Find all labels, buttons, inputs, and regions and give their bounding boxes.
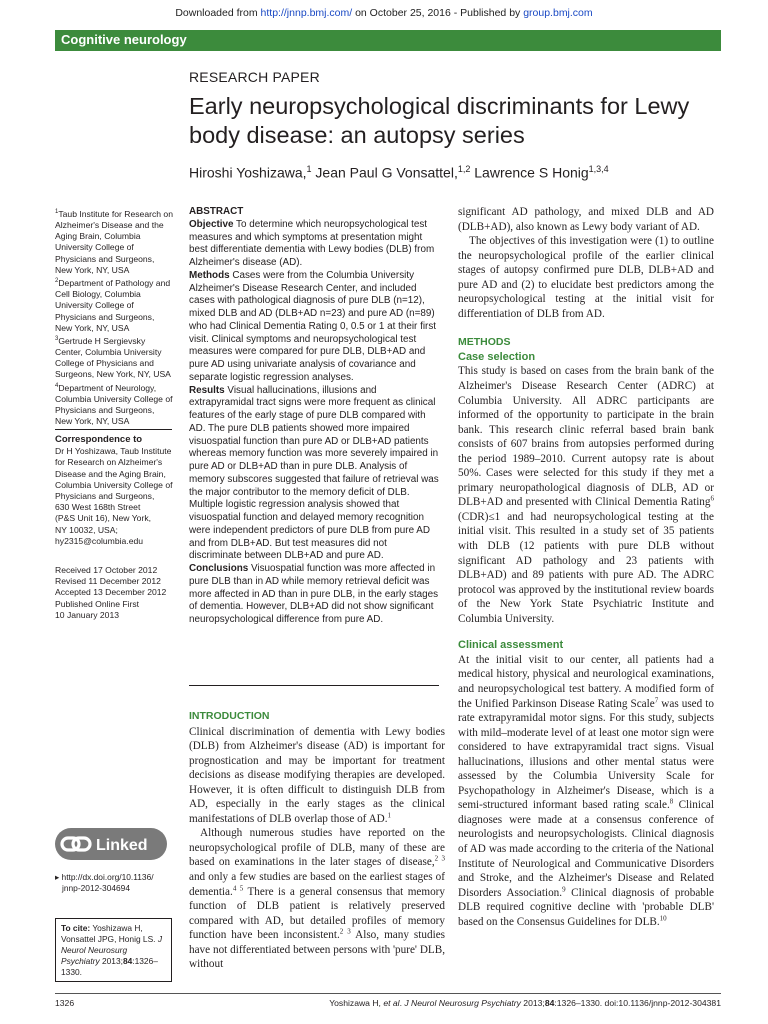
methods-heading: METHODS — [458, 336, 511, 349]
body-text: Clinical diagnosis of probable DLB required cognitive decline with 'probable DLB' based on the Consensus Guidelines for DLB. — [458, 886, 714, 928]
section-bar — [55, 30, 721, 51]
footer-pages-doi: :1326–1330. doi:10.1136/jnnp-2012-304381 — [554, 998, 721, 1008]
citation-ref[interactable]: 2 3 — [339, 927, 351, 936]
footer-year: 2013; — [520, 998, 545, 1008]
body-text: was used to rate extrapyramidal motor signs. For this study, subjects with mild–moderate level of at least one motor sign were considered to have extrapyramidal tract signs. Visual hallucinations, illusions and other mental status were assessed by the Columbia University Scale for Psychopathology in Alzheimer's Disease, which is a semi-structured informant based rating scale. — [458, 697, 714, 812]
affiliations — [55, 207, 173, 427]
affiliation — [55, 381, 173, 428]
citation-ref[interactable]: 2 3 — [434, 854, 445, 863]
author-name: Jean Paul G Vonsattel, — [311, 164, 458, 181]
correspondence-heading: Correspondence to — [55, 434, 143, 445]
abstract-results — [189, 385, 439, 564]
affiliation-text: Taub Institute for Research on Alzheimer's Disease and the Aging Brain, Columbia University College of Physicians and Surgeons, New York, NY, USA — [55, 208, 173, 275]
linked-text: Linked — [96, 837, 148, 854]
methods-label: Methods — [189, 269, 230, 281]
correspondence-line: Physicians and Surgeons, — [55, 491, 155, 502]
results-label: Results — [189, 384, 225, 396]
author-name: Hiroshi Yoshizawa, — [189, 164, 307, 181]
doi-line[interactable]: ▸ http://dx.doi.org/10.1136/ — [55, 872, 154, 882]
introduction — [189, 709, 445, 972]
abstract-objective — [189, 219, 439, 270]
body-paragraph: significant AD pathology, and mixed DLB and AD (DLB+AD), also known as Lewy body variant of AD. — [458, 206, 714, 233]
download-banner — [0, 7, 768, 19]
correspondence-line: Dr H Yoshizawa, Taub Institute — [55, 446, 172, 457]
body-paragraph: The objectives of this investigation were (1) to outline the neuropsychological profile of the earlier clinical stages of autopsy confirmed pure DLB, DLB+AD and pure AD and (2) to elucidate best predictors among the neuropsychological testing at the initial visit for differentiation of DLB from AD. — [458, 235, 714, 320]
citation-ref[interactable]: 1 — [387, 811, 392, 820]
abstract-methods — [189, 270, 439, 385]
cite-pages: :1326–1330. — [61, 955, 158, 977]
author-name: Lawrence S Honig — [470, 164, 589, 181]
intro-paragraph — [189, 826, 445, 971]
citation-ref[interactable]: 7 — [654, 695, 659, 704]
footer-divider — [55, 993, 721, 994]
affiliation — [55, 334, 173, 381]
cite-authors: Yoshizawa H, Vonsattel JPG, Honig LS. — [61, 923, 158, 944]
clinical-assessment-heading: Clinical assessment — [458, 639, 564, 652]
body-text: This study is based on cases from the brain bank of the Alzheimer's Disease Research Center (ADRC) at Columbia University. All ADRC participants are informed of the opportunity to participate in the brain bank. This research clinic referral based brain bank consists of 607 brains from autopsies performed during the period 1989–2010. Current autopsy rate is about 50%. Cases were selected for this study if they met a primary neuropathological diagnosis of DLB, AD or DLB+AD and presented with Clinical Dementia Rating — [458, 365, 714, 509]
intro-paragraph — [189, 725, 445, 827]
affiliation-num: 2 — [55, 278, 59, 285]
affiliation-num: 3 — [55, 335, 59, 342]
objective-label: Objective — [189, 218, 234, 230]
date-line: 10 January 2013 — [55, 609, 120, 620]
correspondence-line: Disease and the Aging Brain, — [55, 468, 166, 479]
linked-logo[interactable] — [55, 828, 167, 860]
right-column — [458, 205, 714, 929]
author-affil: 1,2 — [457, 164, 471, 174]
correspondence-line: NY 10032, USA; — [55, 524, 118, 535]
cite-volume: 84 — [122, 955, 133, 966]
correspondence-line: Columbia University College of — [55, 479, 173, 490]
citation-ref[interactable]: 6 — [710, 494, 714, 503]
conclusions-label: Conclusions — [189, 563, 249, 574]
correspondence-line: 630 West 168th Street — [55, 502, 141, 513]
footer-journal: J Neurol Neurosurg Psychiatry — [404, 998, 521, 1008]
affiliation-text: Gertrude H Sergievsky Center, Columbia University College of Physicians and Surgeons, New York, NY, USA — [55, 335, 171, 380]
page-number: 1326 — [55, 998, 75, 1008]
objective-text: To determine which neuropsychological test measures and which symptoms at presentation might best differentiate dementia with Lewy bodies (DLB) from Alzheimer's disease (AD). — [189, 218, 435, 268]
intro-text: Clinical discrimination of dementia with Lewy bodies (DLB) from Alzheimer's disease (AD) is important for prognostication and may be important for treatment decisions as disease modifying therapies are developed. However, it is often difficult to distinguish DLB from AD, especially in the early stages as the clinical manifestations of DLB overlap those of AD. — [189, 725, 445, 825]
date-line: Received 17 October 2012 — [55, 565, 158, 575]
affiliation — [55, 207, 173, 276]
results-text: Visual hallucinations, illusions and extrapyramidal tract signs were more frequent as clinical features of the early stage of pure DLB compared with AD. The pure DLB patients showed more impaired visuospatial function than pure AD or DLB+AD patients whereas memory function was more severely impaired in pure AD or DLB+AD than in pure DLB. Analysis of memory subscores suggested that failure of retrieval was the major contributor to the memory deficit of DLB. Multiple logistic regression analysis showed that visuospatial function and delayed memory recognition were independent predictors of pure DLB from pure AD and from DLB+AD. But test measures did not discriminate between DLB+AD and pure AD. — [189, 384, 439, 562]
footer-etal: et al — [383, 998, 400, 1008]
affiliation-num: 1 — [55, 209, 59, 215]
linked-doi[interactable] — [55, 872, 175, 894]
abstract-divider — [189, 685, 439, 686]
correspondence-line: (P&S Unit 16), New York, — [55, 513, 152, 524]
footer-sep: . — [399, 998, 405, 1008]
intro-text: Although numerous studies have reported on the neuropsychological profile of DLB, many of these are based on examinations in the later stages of disease, — [189, 827, 445, 869]
footer-citation — [329, 998, 721, 1008]
date-line: Revised 11 December 2012 — [55, 576, 161, 587]
footer-authors: Yoshizawa H, — [329, 998, 384, 1008]
citation-ref[interactable]: 8 — [669, 797, 674, 806]
affiliation — [55, 276, 173, 334]
case-selection-heading: Case selection — [458, 350, 536, 363]
correspondence-email[interactable]: hy2315@columbia.edu — [55, 535, 144, 546]
cite-label: To cite: — [61, 923, 91, 933]
conclusions-text: Visuospatial function was more affected in pure DLB than in AD while memory retrieval deficit was more affected in AD than in pure DLB, in the early stages of dementia. However, DLB+AD did not show significant neuropsychological difference from pure AD. — [189, 563, 439, 625]
affiliation-text: Department of Neurology, Columbia University College of Physicians and Surgeons, New York, NY, USA — [55, 382, 173, 427]
divider — [55, 429, 172, 430]
body-text: Clinical diagnoses were made at a consensus conference of neurologists and neuropsychologists. Clinical diagnosis of AD was made according to the criteria of the National Institute of Neurological and Communicative Disorders and Stroke, and the Alzheimer's Disease and Related Disorders Association. — [458, 799, 714, 899]
methods-text: Cases were from the Columbia University Alzheimer's Disease Research Center, and included cases with pathological diagnosis of pure DLB (n=12), mixed DLB and AD (DLB+AD n=23) and pure AD (n=89) who had Clinical Dementia Rating 0, 0.5 or 1 at their first visit. Clinical symptoms and neuropsychological test measures were compared for pure DLB, DLB+AD and pure AD using univariate analysis of covariance and separate logistic regression analyses. — [189, 269, 436, 383]
group-link[interactable]: group.bmj.com — [523, 7, 593, 19]
abstract — [189, 206, 439, 627]
cite-journal: J Neurol Neurosurg Psychiatry — [61, 933, 163, 966]
abstract-conclusions — [189, 563, 439, 627]
author-affil: 1 — [306, 164, 312, 174]
date-line: Accepted 13 December 2012 — [55, 587, 167, 598]
intro-text: Also, many studies have not differentiated between persons with 'pure' DLB, without — [189, 929, 446, 971]
abstract-heading: ABSTRACT — [189, 206, 244, 217]
body-paragraph — [458, 364, 714, 626]
banner-prefix: Downloaded from — [175, 7, 261, 19]
footer-volume: 84 — [544, 998, 555, 1008]
author-list — [189, 164, 719, 181]
body-text: At the initial visit to our center, all patients had a medical history, physical and neurological examinations, and neuropsychological test battery. A modified form of the Unified Parkinson Disease Rating Scale — [458, 653, 714, 710]
citation-ref[interactable]: 10 — [659, 913, 667, 922]
banner-middle: on October 25, 2016 - Published by — [352, 7, 524, 19]
journal-link[interactable]: http://jnnp.bmj.com/ — [260, 7, 353, 19]
author-affil: 1,3,4 — [588, 164, 609, 174]
correspondence-line: for Research on Alzheimer's — [55, 457, 163, 468]
article-dates — [55, 565, 173, 621]
article-title: Early neuropsychological discriminants for Lewy body disease: an autopsy series — [189, 93, 690, 148]
correspondence — [55, 434, 173, 547]
date-line: Published Online First — [55, 598, 140, 609]
introduction-heading: INTRODUCTION — [189, 710, 270, 722]
cite-year: 2013; — [99, 955, 123, 966]
body-text: (CDR)≤1 and had neuropsychological testing at the initial visit. This resulted in a study set of 35 patients with DLB (12 patients with pure DLB without significant AD pathology and 23 patients with DLB+AD) and 89 patients with pure AD. The ADRC protocol was approved by the institutional review boards of the New York State Psychiatric Institute and Columbia University. — [458, 510, 714, 625]
intro-text: There is a general consensus that memory function of DLB patient is relatively preserved compared with AD, but detailed profiles of memory function have been inconsistent. — [189, 885, 446, 942]
cite-box — [55, 918, 172, 982]
affiliation-text: Department of Pathology and Cell Biology, Columbia University College of Physicians and Surgeons, New York, NY, USA — [55, 277, 171, 333]
body-paragraph — [458, 653, 714, 929]
citation-ref[interactable]: 9 — [562, 884, 566, 893]
citation-ref[interactable]: 4 5 — [232, 883, 244, 892]
affiliation-num: 4 — [55, 382, 59, 389]
doi-line[interactable]: jnnp-2012-304694 — [62, 883, 130, 893]
intro-text: and only a few studies are based on the earliest stages of dementia. — [189, 871, 445, 898]
section-label: Cognitive neurology — [61, 32, 187, 47]
article-type: RESEARCH PAPER — [189, 69, 320, 85]
